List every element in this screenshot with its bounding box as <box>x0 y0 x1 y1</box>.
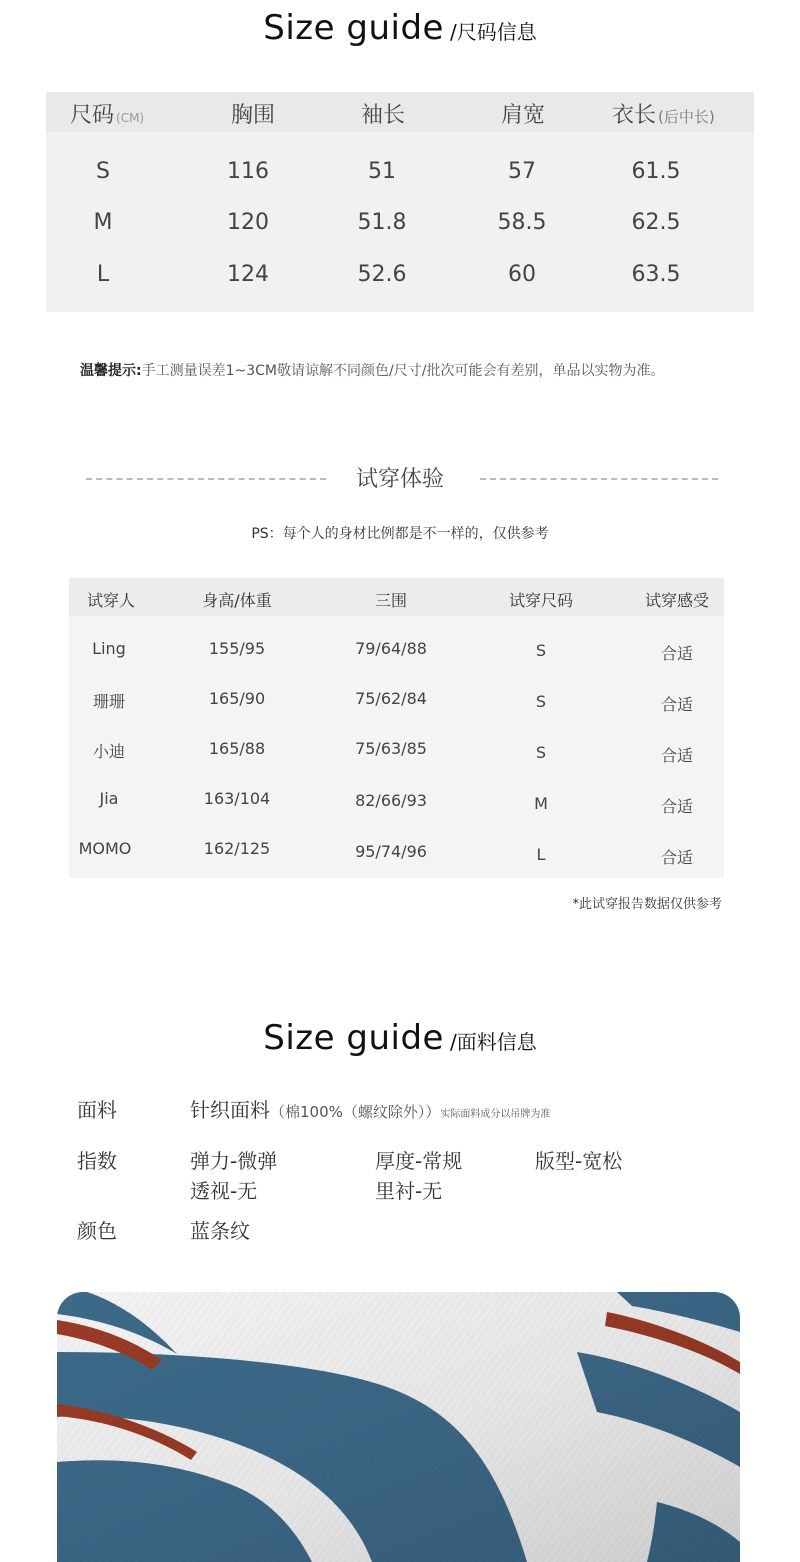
trial-cell: 75/63/85 <box>355 739 427 758</box>
size-cell: 62.5 <box>631 210 681 235</box>
size-header-shoulder: 肩宽 <box>500 103 545 128</box>
trial-cell: 165/88 <box>208 739 266 758</box>
trial-header-height-weight: 身高/体重 <box>202 591 272 610</box>
trial-cell: 162/125 <box>203 839 271 858</box>
divider-right <box>480 478 718 480</box>
trial-cell: 165/90 <box>208 689 266 708</box>
trial-cell: 珊珊 <box>92 692 125 711</box>
trial-header-measurements: 三围 <box>374 591 407 610</box>
color-value: 蓝条纹 <box>190 1219 250 1243</box>
size-cell: 51.8 <box>357 210 407 235</box>
trial-cell: 75/62/84 <box>355 689 427 708</box>
trial-cell: 79/64/88 <box>355 639 427 658</box>
size-header-size: 尺码 (CM) <box>70 103 145 128</box>
trial-cell: 合适 <box>660 644 693 663</box>
tip-text <box>80 360 760 380</box>
fabric-label: 面料 <box>77 1098 117 1122</box>
size-cell: 51 <box>368 159 396 184</box>
size-cell: 61.5 <box>631 159 681 184</box>
trial-cell: 163/104 <box>203 789 271 808</box>
size-table <box>46 92 754 312</box>
size-header-length: 衣长 (后中长) <box>612 103 715 128</box>
trial-header-size: 试穿尺码 <box>508 591 573 610</box>
trial-cell: 82/66/93 <box>355 791 427 810</box>
index-fit: 版型-宽松 <box>535 1149 623 1173</box>
size-cell: 60 <box>508 262 536 287</box>
fabric-guide-title-zh: /面料信息 <box>449 1030 537 1054</box>
fabric-photo-svg <box>57 1292 740 1562</box>
trial-cell: MOMO <box>78 839 132 858</box>
trial-table <box>69 578 724 878</box>
size-guide-title <box>0 8 800 48</box>
index-elasticity: 弹力-微弹 <box>190 1149 278 1173</box>
index-label: 指数 <box>77 1149 117 1173</box>
size-cell: 124 <box>227 262 269 287</box>
size-header-chest: 胸围 <box>230 103 275 128</box>
size-cell: 57 <box>508 159 536 184</box>
size-guide-title-zh: /尺码信息 <box>449 20 537 44</box>
trial-cell: 合适 <box>660 797 693 816</box>
size-cell: 63.5 <box>631 262 681 287</box>
trial-cell: 95/74/96 <box>355 842 427 861</box>
size-cell: S <box>96 159 110 184</box>
trial-cell: S <box>535 692 547 711</box>
size-cell: M <box>93 210 113 235</box>
size-cell: 120 <box>227 210 269 235</box>
index-transparency: 透视-无 <box>190 1179 258 1203</box>
fabric-guide-title <box>0 1018 800 1058</box>
color-label: 颜色 <box>77 1219 117 1243</box>
fabric-shading <box>57 1292 740 1562</box>
trial-title: 试穿体验 <box>355 467 444 492</box>
trial-cell: 155/95 <box>208 639 266 658</box>
index-lining: 里衬-无 <box>375 1179 443 1203</box>
trial-cell: Jia <box>99 789 119 808</box>
size-cell: L <box>96 262 110 287</box>
trial-cell: Ling <box>92 639 126 658</box>
size-cell: 52.6 <box>357 262 407 287</box>
tip-label: 温馨提示: <box>80 363 142 379</box>
index-thickness: 厚度-常规 <box>375 1149 463 1173</box>
fabric-guide-title-en: Size guide <box>263 1018 444 1058</box>
size-header-sleeve: 袖长 <box>360 103 405 128</box>
trial-cell: 合适 <box>660 848 693 867</box>
trial-disclaimer: *此试穿报告数据仅供参考 <box>572 897 722 912</box>
size-cell: 58.5 <box>497 210 547 235</box>
trial-cell: M <box>534 794 548 813</box>
trial-ps-note: PS：每个人的身材比例都是不一样的，仅供参考 <box>251 526 549 542</box>
size-guide-title-en: Size guide <box>263 8 444 48</box>
fabric-photo <box>57 1292 740 1562</box>
trial-header-person: 试穿人 <box>86 591 135 610</box>
trial-cell: 合适 <box>660 695 693 714</box>
trial-cell: 小迪 <box>92 742 125 761</box>
trial-cell: L <box>536 845 546 864</box>
trial-cell: S <box>535 743 547 762</box>
tip-body: 手工测量误差1~3CM敬请谅解不同颜色/尺寸/批次可能会有差别，单品以实物为准。 <box>141 363 665 379</box>
trial-cell: S <box>535 641 547 660</box>
fabric-value: 针织面料（棉100%（螺纹除外））实际面料成分以吊牌为准 <box>190 1098 551 1122</box>
trial-header-feeling: 试穿感受 <box>644 591 709 610</box>
size-cell: 116 <box>227 159 269 184</box>
trial-cell: 合适 <box>660 746 693 765</box>
